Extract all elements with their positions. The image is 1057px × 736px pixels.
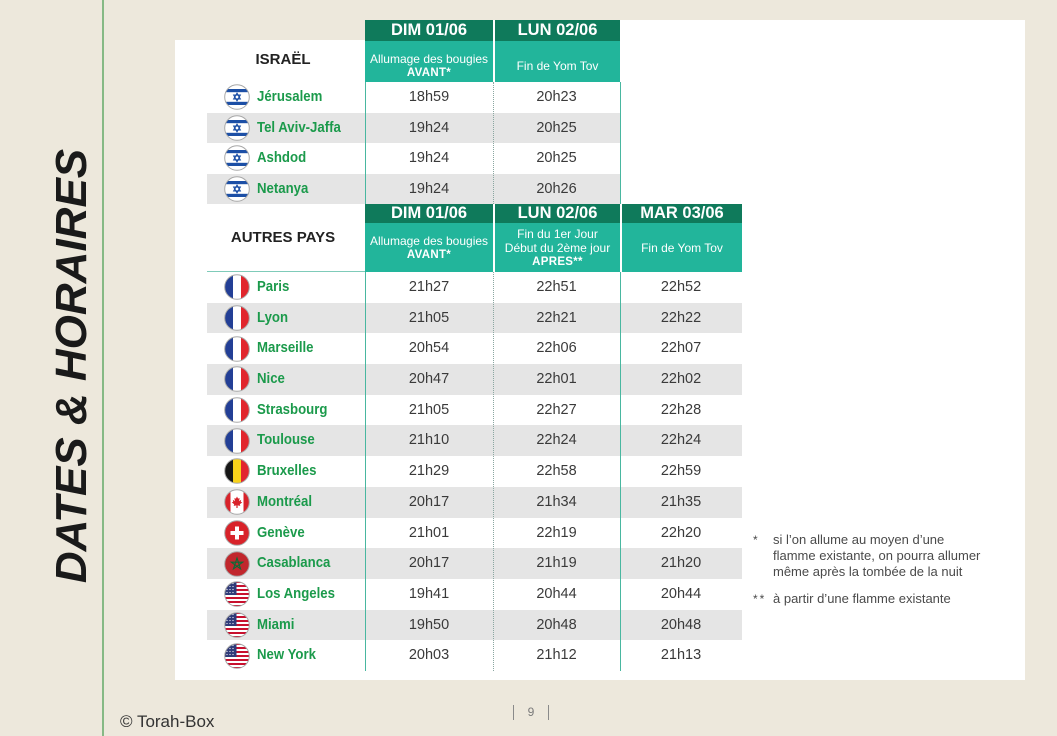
column-description-line: Fin de Yom Tov	[641, 240, 723, 255]
section-label: ISRAËL	[255, 51, 311, 68]
time-value: 22h24	[660, 432, 702, 449]
city-row	[207, 425, 742, 456]
flag-graphic	[224, 115, 250, 141]
city-name: Tel Aviv-Jaffa	[257, 118, 341, 136]
copyright: © Torah-Box	[120, 712, 215, 731]
time-value: 20h26	[536, 180, 577, 197]
time-value: 20h17	[408, 555, 450, 572]
city-name: New York	[257, 646, 316, 664]
flag-graphic	[224, 176, 250, 202]
column-emphasis: AVANT*	[406, 248, 452, 261]
time-value: 20h25	[536, 119, 577, 136]
time-value: 22h19	[536, 524, 577, 541]
flag-graphic	[224, 612, 250, 638]
footnote-line: à partir d’une flamme existante	[773, 591, 951, 606]
flag-graphic	[224, 336, 250, 362]
time-value: 22h01	[536, 371, 577, 388]
footnote-line: même après la tombée de la nuit	[773, 564, 963, 579]
side-rule	[102, 0, 104, 736]
flag-graphic	[224, 305, 250, 331]
time-value: 20h48	[660, 616, 702, 633]
time-value: 20h48	[536, 616, 577, 633]
time-value: 21h35	[660, 493, 702, 510]
city-row	[207, 303, 742, 334]
column-description-header	[493, 41, 620, 82]
column-divider	[493, 272, 494, 671]
time-value: 20h44	[660, 585, 702, 602]
city-row	[207, 272, 742, 303]
france-flag-icon	[224, 366, 250, 392]
city-name: Miami	[257, 615, 295, 633]
city-row	[207, 333, 742, 364]
column-emphasis: APRES**	[532, 255, 583, 268]
flag-graphic	[224, 397, 250, 423]
time-value: 21h29	[408, 463, 450, 480]
city-row	[207, 518, 742, 549]
time-value: 21h34	[536, 493, 577, 510]
switzerland-flag-icon	[224, 520, 250, 546]
time-value: 20h03	[408, 647, 450, 664]
column-date-header: LUN 02/06	[493, 204, 620, 223]
time-value: 22h59	[660, 463, 702, 480]
column-description-header	[620, 223, 742, 272]
time-value: 19h24	[408, 180, 450, 197]
column-emphasis: AVANT*	[406, 67, 452, 79]
city-row	[207, 487, 742, 518]
page-number: 9	[527, 705, 535, 719]
time-value: 22h51	[536, 279, 577, 295]
time-value: 19h50	[408, 616, 450, 633]
time-value: 21h05	[408, 401, 450, 418]
time-value: 22h24	[536, 432, 577, 449]
footnote-mark: **	[753, 592, 767, 606]
time-value: 22h52	[660, 279, 702, 295]
city-name: Casablanca	[257, 554, 331, 572]
flag-graphic	[224, 489, 250, 515]
israel-flag-icon	[224, 84, 250, 110]
flag-graphic	[224, 551, 250, 577]
city-row	[207, 143, 620, 174]
city-row	[207, 82, 620, 113]
time-value: 18h59	[408, 89, 450, 105]
column-divider	[365, 82, 366, 204]
page-number-rule	[513, 705, 514, 720]
city-row	[207, 579, 742, 610]
flag-graphic	[224, 366, 250, 392]
time-value: 20h47	[408, 371, 450, 388]
column-date-header: LUN 02/06	[493, 20, 620, 41]
time-value: 22h27	[536, 401, 577, 418]
usa-flag-icon	[224, 581, 250, 607]
flag-graphic	[224, 520, 250, 546]
column-description-line: Début du 2ème jour	[504, 240, 611, 255]
city-row	[207, 456, 742, 487]
city-row	[207, 610, 742, 641]
flag-graphic	[224, 428, 250, 454]
israel-flag-icon	[224, 176, 250, 202]
city-name: Paris	[257, 278, 290, 295]
france-flag-icon	[224, 397, 250, 423]
city-row	[207, 174, 620, 205]
israel-flag-icon	[224, 115, 250, 141]
column-description-header	[365, 41, 493, 82]
belgium-flag-icon	[224, 458, 250, 484]
city-name: Genève	[257, 523, 305, 541]
times-panel-cap	[620, 20, 1025, 40]
column-date-header: DIM 01/06	[365, 204, 493, 223]
time-value: 21h19	[536, 555, 577, 572]
footnote-text	[773, 532, 980, 580]
city-name: Marseille	[257, 339, 314, 357]
time-value: 22h58	[536, 463, 577, 480]
city-name: Montréal	[257, 492, 313, 510]
usa-flag-icon	[224, 643, 250, 669]
footnote-mark: *	[753, 533, 760, 547]
section-label: AUTRES PAYS	[230, 229, 336, 246]
city-name: Ashdod	[257, 149, 307, 166]
canada-flag-icon	[224, 489, 250, 515]
flag-graphic	[224, 458, 250, 484]
time-value: 22h28	[660, 401, 702, 418]
time-value: 21h20	[660, 555, 702, 572]
city-name: Toulouse	[257, 431, 315, 449]
time-value: 22h06	[536, 340, 577, 357]
time-value: 22h22	[660, 309, 702, 326]
time-value: 21h05	[408, 309, 450, 326]
column-description-line: Fin du 1er Jour	[517, 226, 598, 241]
section-title: DATES & HORAIRES	[47, 148, 96, 584]
city-row	[207, 640, 742, 671]
city-name: Lyon	[257, 308, 289, 326]
time-value: 20h44	[536, 585, 577, 602]
city-row	[207, 113, 620, 144]
time-value: 19h24	[408, 119, 450, 136]
time-value: 22h07	[660, 340, 702, 357]
city-name: Nice	[257, 370, 285, 388]
france-flag-icon	[224, 336, 250, 362]
column-description-header	[365, 223, 493, 272]
column-description-header	[493, 223, 620, 272]
time-value: 20h25	[536, 150, 577, 166]
usa-flag-icon	[224, 612, 250, 638]
time-value: 21h01	[408, 524, 450, 541]
column-divider	[493, 82, 494, 204]
time-value: 21h12	[536, 647, 577, 664]
column-description-line: Fin de Yom Tov	[516, 59, 599, 73]
column-date-header: DIM 01/06	[365, 20, 493, 41]
time-value: 19h24	[408, 150, 450, 166]
time-value: 21h27	[408, 279, 450, 295]
time-value: 20h17	[408, 493, 450, 510]
france-flag-icon	[224, 428, 250, 454]
time-value: 22h21	[536, 309, 577, 326]
france-flag-icon	[224, 274, 250, 300]
flag-graphic	[224, 643, 250, 669]
time-value: 19h41	[408, 585, 450, 602]
time-value: 22h02	[660, 371, 702, 388]
time-value: 22h20	[660, 524, 702, 541]
flag-graphic	[224, 145, 250, 171]
flag-graphic	[224, 84, 250, 110]
morocco-flag-icon	[224, 551, 250, 577]
footnote-line: flamme existante, on pourra allumer	[773, 548, 981, 563]
city-row	[207, 548, 742, 579]
france-flag-icon	[224, 305, 250, 331]
time-value: 21h10	[408, 432, 450, 449]
city-row	[207, 364, 742, 395]
footnote-text	[773, 591, 951, 607]
city-name: Los Angeles	[257, 584, 336, 602]
column-divider	[620, 82, 621, 204]
column-description-line: Allumage des bougies	[369, 233, 489, 248]
city-name: Netanya	[257, 179, 309, 197]
flag-graphic	[224, 274, 250, 300]
column-divider	[620, 272, 621, 671]
city-name: Strasbourg	[257, 400, 328, 418]
city-name: Jérusalem	[257, 88, 323, 105]
city-row	[207, 395, 742, 426]
column-date-header: MAR 03/06	[620, 204, 742, 223]
footnote-line: si l’on allume au moyen d’une	[773, 532, 945, 547]
page-number-rule	[548, 705, 549, 720]
column-divider	[365, 272, 366, 671]
israel-flag-icon	[224, 145, 250, 171]
flag-graphic	[224, 581, 250, 607]
city-name: Bruxelles	[257, 462, 317, 480]
column-description-line: Allumage des bougies	[369, 52, 489, 66]
time-value: 20h54	[408, 340, 450, 357]
time-value: 20h23	[536, 89, 577, 105]
time-value: 21h13	[660, 647, 702, 664]
